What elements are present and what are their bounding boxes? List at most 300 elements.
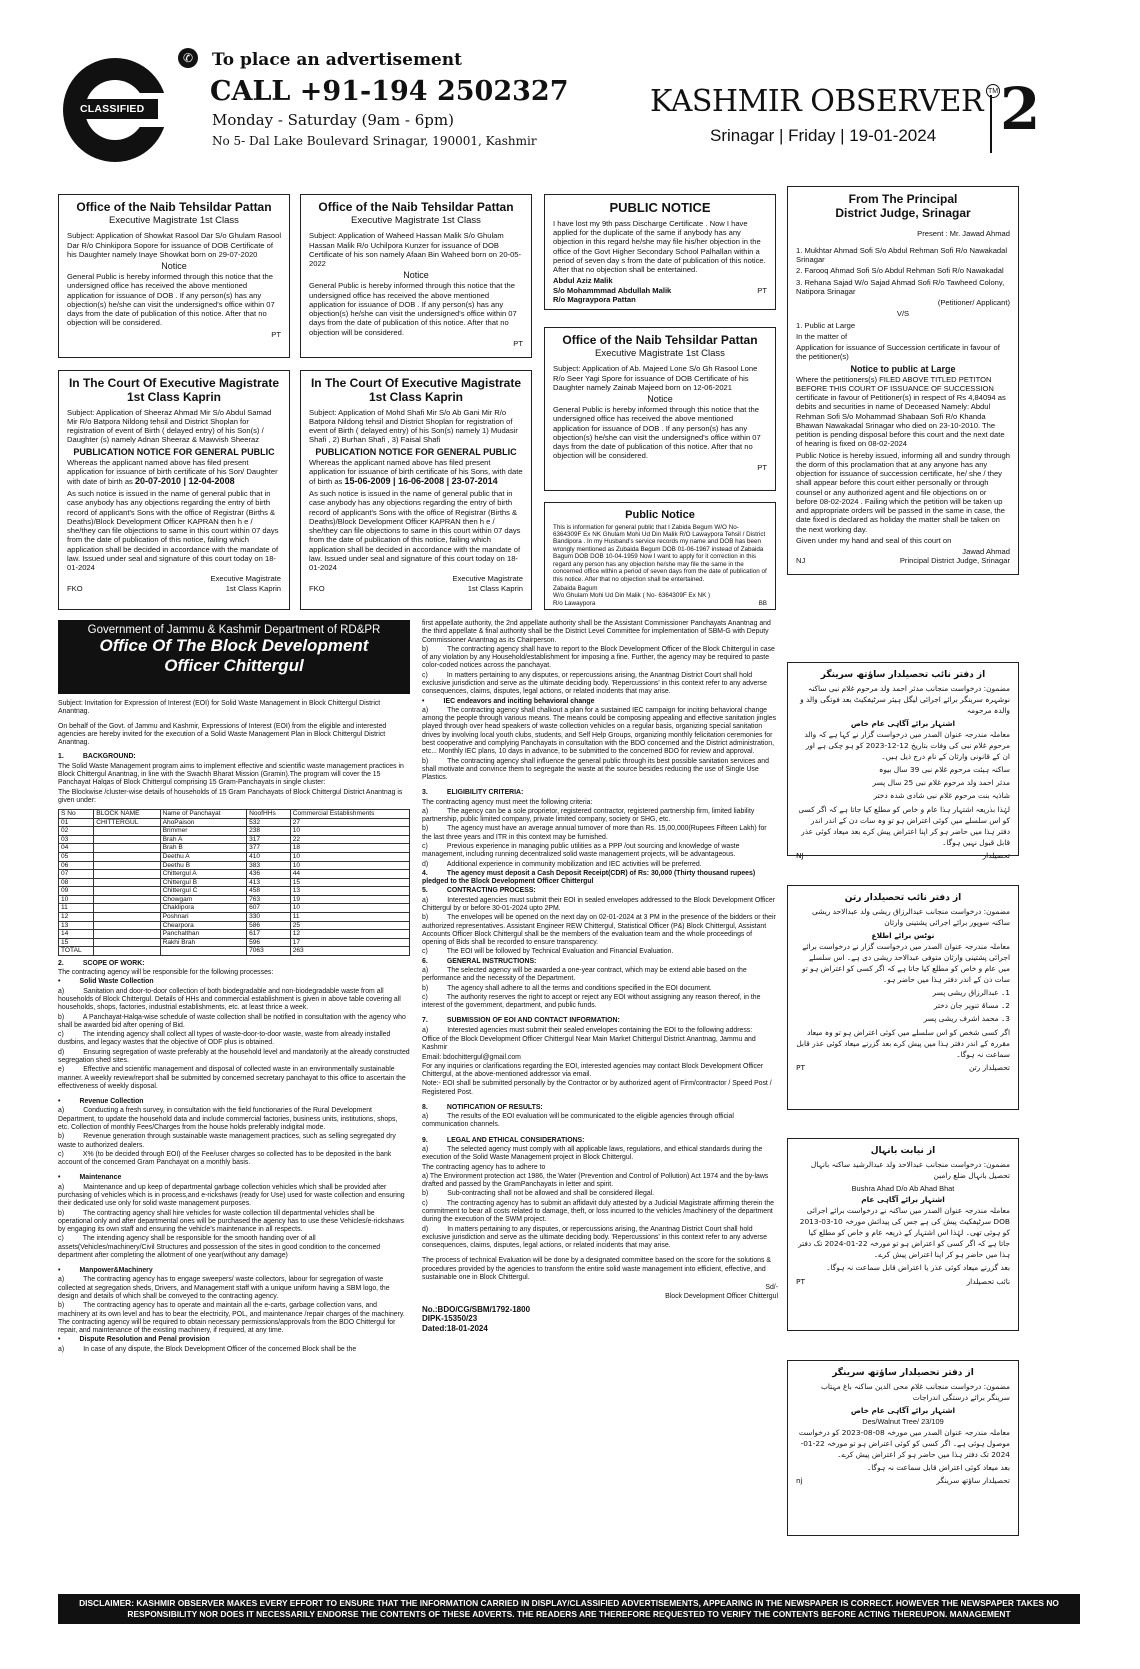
bdo-paragraph: c) The contracting agency has to submit an affidavit duly attested by a Judicial Magistrate affirming therein the commitment to bear all costs related to damage, theft, or loss incurred to the vehicles /machinery of the department during the execution of the SWM project. [422,1199,776,1224]
urdu-title: از دفتر نائب تحصیلدار رتن [844,893,962,903]
table-cell: Deethu A [160,852,247,861]
table-cell: 11 [59,904,94,913]
table-cell: Chaklipora [160,904,247,913]
table-cell: 15 [59,938,94,947]
notice-sign: PT [757,462,767,472]
bdo-paragraph: 4. The agency must deposit a Cash Deposit Receipt(CDR) of Rs: 30,000 (Thirty thousand rupees) pledged to the Block Development Officer Chittergul [422,869,758,886]
table-cell: 238 [247,827,291,836]
table-row [59,870,410,879]
table-cell: 02 [59,827,94,836]
bdo-paragraph: a) The selected agency must comply with all applicable laws, regulations, and ethical standards during the execution of the Solid Waste Management project in Block Chittergul. [422,1146,765,1162]
notice-dob: 20-07-2010 | 12-04-2008 [134,476,235,487]
table-cell: 19 [290,895,409,904]
notice-subject: Subject: Application of Waheed Hassan Malik S/o Ghulam Hassan Malik R/o Uchilpora Kunzer for issuance of DOB Certificate of his son namely Afaan Bin Waheed born on 20-05-2022 [309,231,522,269]
urdu-sign-right: تحصیلدار ساؤتھ سرینگر [936,1476,1010,1486]
notice-body: General Public is hereby informed through this notice that the undersigned office has received the above mentioned application for issuance of DOB . If any person(s) has any objection(s) he/she can visit the undersigned's office within 07 days from the date of publication of this notice. After that no objection will be considered. [67,272,275,328]
notice-subject: Subject: Application of Mohd Shafi Mir S/o Ab Gani Mir R/o Batpora Nildong tehsil and District Shoplan for registration of event of Birth ( delayed entry) of his Son(s) namely 1) Mudasir Shafi , 2) Burhan Shafi , 3) Faisal Shafi [309,407,518,445]
table-header-row [59,810,410,819]
urdu-title: از نیابت بانہال [870,1146,936,1156]
table-cell: 763 [247,895,291,904]
table-cell: 10 [59,895,94,904]
bdo-paragraph: a) The contracting agency has to engage sweepers/ waste collectors, labour for segregation of waste collected at segregation sheds, Drivers, and Management staff with a unique uniform having a SBM logo, the design and details of which shall be conveyed to the contracting agency. [58,1276,392,1301]
urdu-title: از دفتر تحصیلدار ساؤتھ سرینگر [832,1368,974,1378]
table-header-cell: BLOCK NAME [94,810,160,819]
bdo-paragraph: Email: bdochittergul@gmail.com [422,1053,521,1061]
urdu-end: بعد میعاد کوئی اعتراض قابل سماعت نہ ہوگا۔ [866,1463,1010,1473]
trademark: TM [986,84,1000,98]
table-cell: 12 [290,930,409,939]
table-cell: 458 [247,887,291,896]
table-header-cell: S No [59,810,94,819]
notice-body: I have lost my 9th pass Discharge Certificate . Now I have applied for the duplicate of the same if anybody has any objection in this regard he/she may file his/her objection in the office of the Govt Higher Secondary School Palhallan within a period of seven day s from the date of publication of this notice. After that no objection shall be entertained. [553,218,766,275]
bdo-paragraph: Office of the Block Development Officer Chittergul Near Main Market Chittergul District Anantnag, Jammu and Kashmir [422,1035,758,1052]
bdo-paragraph: a) The results of the EOI evaluation will be communicated to the eligible agencies through official communication channels. [422,1113,736,1129]
petitioner-role: (Petitioner/ Applicant) [937,298,1010,308]
bdo-paragraph: • Maintenance [58,1174,122,1182]
urdu-sign-right: تحصیلدار رتن [968,1062,1010,1072]
table-cell: 15 [290,878,409,887]
notice-title-2: District Judge, Srinagar [835,205,971,220]
urdu-sub: اشتہار برائے آگاہی عام خاص [850,1405,956,1415]
notice-sign-2: 1st Class Kaprin [225,583,281,593]
table-cell: 330 [247,913,291,922]
public-notice-discharge [544,194,776,310]
table-cell: 03 [59,835,94,844]
table-cell: 383 [247,861,291,870]
disclaimer-text: DISCLAIMER: KASHMIR OBSERVER MAKES EVERY EFFORT TO ENSURE THAT THE INFORMATION CARRIED IN DISPLAY/CLASSIFIED ADVERTISEMENTS, APPEARING IN THE NEWSPAPER IS CORRECT. HOWEVER THE NEWSPAPER TAKES NO RESPONSIBILITY NOR DOES IT NECESSARILY ENDORSE THE CONTENTS OF THESE ADVERTS. THE READERS ARE THEREFORE REQUESTED TO VERIFY THE CONTENTS BEFORE ACTING THEREUPON. MANAGEMENT [79,1598,1059,1620]
table-cell: 413 [247,878,291,887]
versus: V/S [896,309,910,319]
table-cell: 17 [290,938,409,947]
table-row [59,852,410,861]
table-cell [94,878,160,887]
table-header-cell: Name of Panchayat [160,810,247,819]
table-cell: 44 [290,870,409,879]
urdu-notice-south-srinagar [787,662,1019,861]
sign-right: Principal District Judge, Srinagar [899,556,1010,566]
urdu-ref: Des/Walnut Tree/ 23/109 [862,1416,944,1426]
bdo-paragraph: b) The agency shall adhere to all the terms and conditions specified in the EOI document. [422,984,712,992]
bdo-paragraph: 9. LEGAL AND ETHICAL CONSIDERATIONS: [422,1136,585,1144]
bdo-paragraph: c) The intending agency shall collect all types of waste-door-to-door waste, waste from already installed dustbins, and legacy wastes that the objective of ODF plus is obtained. [58,1031,393,1047]
table-header-cell: NoofHHs [247,810,291,819]
bdo-paragraph: • Dispute Resolution and Penal provision [58,1336,210,1344]
notice-title: Office of the Naib Tehsildar Pattan [76,200,272,214]
urdu-text: معاملہ مندرجہ عنوان الصدر میں مورخہ 08-08-2023 کو درخواست موصول ہوئی ہے۔ اگر کسی کو کوئی اعتراض ہو تو مورخہ 22-01-2024 تک دفتر ہذا میں حاضر ہو کر اعتراض پیش کرے۔ [798,1427,1010,1460]
bdo-paragraph: • Revenue Collection [58,1098,144,1106]
bdo-paragraph: a) In case of any dispute, the Block Development Officer of the concerned Block shall be the [58,1345,357,1353]
panchayat-table [58,809,410,956]
bdo-paragraph [422,1251,778,1256]
petitioner-3: 3. Rehana Sajad W/o Sajad Ahmad Sofi R/o Tawheed Colony, Natipora Srinagar [796,277,1005,296]
urdu-row-2: 2۔ مساۃ تنویر جان دختر [933,1001,1010,1011]
urdu-title: از دفتر نائب تحصیلدار ساؤتھ سرینگر [820,670,986,680]
bdo-background: The Solid Waste Management program aims to implement effective and scientific waste management practices in Block Chittergul Anantnag, in line with the Swachh Bharat Mission (Gramin).The program will cover the 15 Panchayat Halqas of Block Chittergul comprising 15 Gram-Panchayats in single cluster: [58,762,404,787]
table-cell [94,887,160,896]
notice-body: As such notice is issued in the name of general public that in case anybody has any objections regarding the entry of birth record of applicant's Sons with the office of Registrar (Births & Deaths)/Block Development Officer KAPRAN then h e / she/they can file objections to same in this court within 07 days from the date of publication of this notice, failing which application shall be decided in accordance with the mandate of law. Issued under seal and signature of this court today on 18-01-2024 [309,489,521,573]
signer-name: Jawad Ahmad [962,547,1010,557]
notice-title: From The Principal [848,192,958,206]
notice-intro: Whereas the applicant named above has filed present application for issuance of birth certificate of his Son/ Daughter with date of birth as [67,457,278,487]
table-cell: 596 [247,938,291,947]
table-row [59,913,410,922]
urdu-sub: نوٹس برائے اطلاع [871,930,935,940]
urdu-subject: مضمون: درخواست منجانب غلام محی الدین ساکنہ باغ مہتاب سرینگر برائے درستگی اندراجات [820,1381,1010,1402]
bdo-paragraph: a) Conducting a fresh survey, in consultation with the field functionaries of the Rural Development Department, to update the household data and include commercial factories, business units, institutions, shops, etc. Collection of monthly Fees/Charges from the house holds preferably indigital mode. [58,1107,400,1131]
bdo-paragraph: a) Maintenance and up keep of departmental garbage collection vehicles which shall be provided after purchasing of vehicles which is in process,and e-rickshaws (ready for Use) used for waste collection and ensuring their dedicated use only for solid waste management purposes. [58,1183,407,1208]
notice-title: PUBLIC NOTICE [609,200,711,215]
notice-sign: PT [513,338,523,348]
notice-naib-tehsildar-2 [300,194,532,358]
table-cell: 7063 [247,947,291,956]
bdo-paragraph: e) Effective and scientific management and disposal of collected waste in an environmentally sustainable manner. A weekly review/report shall be submitted by concerned secretary panchayat to this office to ascertain the effectiveness of weekly disposal. [58,1066,408,1090]
bdo-paragraph [422,1098,778,1103]
bdo-signer: Block Development Officer Chittergul [665,1292,778,1300]
table-cell: 08 [59,878,94,887]
bdo-paragraph: c) X% (to be decided through EOI) of the Fee/user charges so collected has to be deposited in the bank account of the concerned Gram Panchayat on a monthly basis. [58,1150,394,1167]
petitioner-1: 1. Mukhtar Ahmad Sofi S/o Abdul Rehman Sofi R/o Nawakadal Srinagar [796,245,1008,265]
bdo-paragraph: c) The intending agency shall be responsible for the smooth handing over of all assets(Vehicles/machinery/Civil Structures and possession of the sites in good condition to the concerned department after completing the allotment of one year(without any damage) [58,1235,383,1259]
bdo-background-heading: 1. BACKGROUND: [58,753,136,761]
bdo-paragraph: 5. CONTRACTING PROCESS: [422,887,536,895]
table-header-cell: Commercial Establishments [290,810,409,819]
notice-title: In The Court Of Executive Magistrate 1st Class Kaprin [68,376,280,404]
urdu-notice-ratan [787,885,1019,1110]
table-cell [94,844,160,853]
table-row [59,921,410,930]
urdu-sign-right: نائب تحصیلدار [966,1276,1010,1286]
notice-body: General Public is hereby informed through this notice that the undersigned office has received the above mentioned application for issuance of DOB . If any person(s) has any objection(s) he/she can visit the undersigned's office within 07 days from the date of publication of this notice. After that no objection will be considered. [553,405,761,461]
table-cell: 13 [59,921,94,930]
urdu-sign-left: PT [796,1062,805,1072]
notice-subject: Subject: Application of Showkat Rasool Dar S/o Ghulam Rasool Dar R/o Chinkipora Sopore for issuance of DOB Certificate of his Daughter namely Inaye Showkat born on 29-07-2020 [67,231,282,259]
table-cell: 12 [59,913,94,922]
notice-body: As such notice is issued in the name of general public that in case anybody has any objections regarding the entry of birth record of applicant's Sons with the office of Registrar (Births & Deaths)/Block Development Officer KAPRAN then h e / she/they can file objections to same in this court within 07 days from the date of publication of this notice, failing which application shall be decided in accordance with the mandate of law. Issued under seal and signature of this court today on 18-01-2024 [67,489,279,573]
table-cell [94,835,160,844]
bdo-paragraph: 8. NOTIFICATION OF RESULTS: [422,1103,543,1111]
notice-residence: R/o Lawaypora [553,599,596,607]
notice-sign: BB [758,599,767,607]
table-cell: 18 [290,844,409,853]
table-cell [94,913,160,922]
table-cell: 05 [59,852,94,861]
table-cell: 27 [290,818,409,827]
notice-subtitle: Executive Magistrate 1st Class [109,214,239,226]
bdo-paragraph: b) The contracting agency shall hire vehicles for waste collection till departmental vehicles shall be operational only and after departmental ones will be purchased the agency has to use these Vehicles/e-rickshaws by engaging its own staff and ensuring the vehicle's maintenance in all respects. [58,1209,406,1234]
bdo-ref-2: DIPK-15350/23 [422,1314,478,1324]
notice-subject: Subject: Application of Ab. Majeed Lone S/o Gh Rasool Lone R/o Seer Yagi Spore for issuance of DOB Certificate of his Daughter namely Zainab Majeed born on 12-06-2021 [553,364,758,392]
notice-naib-tehsildar-3 [544,327,776,491]
table-cell: 617 [247,930,291,939]
table-row [59,895,410,904]
urdu-end: اگر کسی شخص کو اس سلسلے میں کوئی اعتراض ہو تو وہ میعاد مقررہ کے اندر دفتر ہذا میں پیش کرے بعد گزرنے میعاد کوئی عذر قابل سماعت نہ ہوگا۔ [796,1027,1010,1059]
urdu-sub: اشتہار برائے آگاہی عام خاص [850,718,956,728]
notice-title: In The Court Of Executive Magistrate 1st Class Kaprin [310,376,522,404]
notice-sign-2: 1st Class Kaprin [467,583,523,593]
notice-district-judge [787,186,1019,575]
page-divider [990,95,992,153]
notice-body: Where the petitioners(s) FILED ABOVE TITLED PETITON BEFORE THIS COURT OF ISSUANCE OF SUCCESSION certificate in favour of Petitioner(s) in respect of Rs 4,84094 as debits and securities in name of Deceased Namely: Abdul Rehman Sofi S/o Mohammad Shabaan Sofi R/o Khanda Bhawan Nawakadal Srinagar who died on 23-10-2010. The petition is pending disposal before this court and the next date of hearing is fixed on 08-02-2024 [796,374,1006,449]
application: Application for issuance of Succession certificate in favour of the petitioner(s) [796,343,1000,362]
table-cell [94,930,160,939]
urdu-end: لہٰذا بذریعہ اشتہار ہذا عام و خاص کو مطلع کیا جاتا ہے کہ اگر کسی کو اس سلسلے میں کوئی اعتراض ہو تو وہ سات دن کے اندر اندر دفتر ہذا میں حاضر ہو کر اپنا اعتراض پیش کرے بعد میعاد کوئی عذر قابل قبول نہیں ہوگا۔ [798,804,1010,847]
bdo-paragraph [58,1168,410,1173]
urdu-notice-walnut [787,1360,1019,1536]
phone-number: CALL +91-194 2502327 [210,76,569,107]
bdo-paragraph: a) The Environment protection act 1986, the Water (Prevention and Control of Pollution) Act 1974 and the by-laws drafted and passed by the GramPanchayats in letter and spirit. [422,1172,771,1189]
notice-title: Office of the Naib Tehsildar Pattan [318,200,514,214]
table-cell: 317 [247,835,291,844]
table-cell: 25 [290,921,409,930]
bdo-paragraph: The contracting agency has to adhere to [422,1163,546,1171]
bdo-paragraph [422,1131,778,1136]
urdu-text: معاملہ مندرجہ عنوان الصدر میں درخواست گزار نے درخواست برائے اجرائی پشتینی وارثان متوفی عبدالاحد ریشی دی ہے۔ اس سلسلے میں عام و خاص کو مطلع کیا جاتا ہے کہ اگر کسی کو اعتراض ہو تو سات دن کے اندر دفتر ہذا میں حاضر ہو۔ [801,941,1010,985]
cta-text: To place an advertisement [212,50,462,70]
table-cell: 10 [290,827,409,836]
notice-father: S/o Mohammmad Abdullah Malik [553,285,672,295]
urdu-text: معاملہ مندرجہ عنوان الصدر میں ساکنہ نے درخواست برائے اجرائی DOB سرٹیفکیٹ پیش کی ہے جس کی پیدائش مورخہ 10-03-2013 کو ہوئی تھی۔ لہٰذا اس اشتہار کے ذریعہ عام و خاص کو مطلع کیا جاتا ہے کہ اگر کسی کو اعتراض ہو تو مورخہ 22-01-2024 تک دفتر ہذا میں حاضر ہو کر اپنا اعتراض پیش کرے۔ [798,1205,1010,1260]
table-cell: Poshnari [160,913,247,922]
table-cell: Chittergul B [160,878,247,887]
bdo-paragraph [422,1011,778,1016]
table-row [59,878,410,887]
table-cell: AhoPaison [160,818,247,827]
bdo-paragraph: Note:- EOI shall be submitted personally by the Contractor or by authorized agent of Firm/contractor / Speed Post / Registered Post. [422,1080,774,1096]
urdu-row-2: مدثر احمد ولد مرحوم غلام نبی 25 سال پسر [872,778,1010,788]
bdo-paragraph [422,783,778,788]
bdo-ref-1: No.:BDO/CG/SBM/1792-1800 [422,1304,531,1314]
table-cell: 04 [59,844,94,853]
bdo-paragraph [58,1092,410,1097]
notice-court-kaprin-2 [300,370,532,610]
table-cell: 10 [290,904,409,913]
table-cell: Panchalthan [160,930,247,939]
bdo-paragraph: b) The contracting agency shall influence the general public through its best possible sanitation services and shall motivate and convince them to segregate the waste at the source besides reducing the use of Single Use Plastics. [422,757,771,782]
bdo-paragraph: • Manpower&Machinery [58,1267,153,1275]
notice-left: FKO [67,583,83,593]
notice-heading: PUBLICATION NOTICE FOR GENERAL PUBLIC [73,446,275,457]
table-cell: CHITTERGUL [94,818,160,827]
urdu-row-3: شاذیہ بنت مرحوم غلام نبی شادی شدہ دختر [873,791,1010,801]
bdo-eoi-advertisement [58,620,778,1570]
bdo-paragraph: a) Sanitation and door-to-door collection of both biodegradable and non-biodegradable waste from all households of Block Chittergul. Details of HHs and commercial establishment is given in above table covering all households, shops, factories, industrial establishments, etc. at least thrice a week. [58,987,403,1012]
paper-name: KASHMIR OBSERVER [650,84,984,119]
notice-sign: PT [757,285,767,295]
table-cell [94,827,160,836]
bdo-column-1-body [58,960,410,1354]
urdu-sign-left: PT [796,1276,805,1286]
logo-text: CLASSIFIED [80,103,145,115]
bdo-header-band [58,620,410,694]
table-cell [160,947,247,956]
table-cell: 22 [290,835,409,844]
bdo-paragraph: a) Interested agencies must submit their sealed envelopes containing the EOI to the following address: [422,1026,753,1034]
table-cell [94,921,160,930]
bdo-ref-3: Dated:18-01-2024 [422,1324,488,1333]
notice-residence: R/o Magraypora Pattan [553,294,636,304]
table-cell: 410 [247,852,291,861]
in-the-matter: In the matter of [796,331,848,341]
table-cell: 532 [247,818,291,827]
bdo-title-1: Office Of The Block Development [99,636,369,655]
bdo-paragraph: 6. GENERAL INSTRUCTIONS: [422,957,537,965]
bdo-paragraph: a) The selected agency will be awarded a one-year contract, which may be extend able based on the performance and the necessity of the Department. [422,966,749,983]
notice-heading: PUBLICATION NOTICE FOR GENERAL PUBLIC [315,446,517,457]
table-cell: 10 [290,861,409,870]
notice-present: Present : Mr. Jawad Ahmad [917,228,1010,238]
table-row [59,827,410,836]
notice-sign-1: Executive Magistrate [210,574,281,584]
notice-heading: Notice [647,394,673,405]
bdo-paragraph: The contracting agency will be responsible for the following processes: [58,969,274,977]
bdo-background-2: The Blockwise /cluster-wise details of households of 15 Gram Panchayats of Block Chittergul District Anantnag is given under: [58,788,403,804]
bdo-paragraph: first appellate authority, the 2nd appellate authority shall be the Assistant Commissioner Panchayats Anantnag and the third appellate & final authority shall be the District Level Committee for implementation of SBM-G with Deputy Commissioner Anantnag as its Chairperson. [422,620,773,644]
bdo-paragraph: b) Sub-contracting shall not be allowed and shall be considered illegal. [422,1190,655,1198]
bdo-paragraph: b) A Panchayat-Halqa-wise schedule of waste collection shall be notified in consultation with the agency who shall be awarded bid after opening of Bid. [58,1013,408,1029]
table-cell: Chearpora [160,921,247,930]
notice-sign-1: Executive Magistrate [452,574,523,584]
urdu-sign-left: NJ [796,851,804,861]
bdo-paragraph: b) The contracting agency shall have to report to the Block Development Officer of the Block Chittergul in case of any violation by any Household/establishment for imposing a fine. Further, the agency may be required to paste color-coded notices across the panchayat. [422,645,777,670]
table-cell: 10 [290,852,409,861]
urdu-notice-banihal [787,1138,1019,1331]
notice-heading: Notice [403,270,429,281]
table-cell: 14 [59,930,94,939]
petitioner-2: 2. Farooq Ahmad Sofi S/o Abdul Rehman Sofi R/o Nawakadal [796,266,1004,276]
table-cell: Deethu B [160,861,247,870]
bdo-paragraph [58,1261,410,1266]
table-row [59,818,410,827]
urdu-sign-right: تحصیلدار [982,851,1010,861]
table-cell: 586 [247,921,291,930]
table-cell: 01 [59,818,94,827]
bdo-paragraph: b) The envelopes will be opened on the next day on 02-01-2024 at 3 PM in the presence of the bidders or their authorized representatives. Assistant Engineer REW Chittergul, Statistical Officer (P&) Block Chittergul, Assistant Accounts Officer Block Chittergul shall be the members of the evaluation team and the whole proceedings of opening of Bids shall be recorded to ensure transparency. [422,914,778,947]
urdu-subject: مضمون: درخواست منجانب مدثر احمد ولد مرحوم غلام نبی ساکنہ نوشہرہ سرینگر برائے اجرائی لیگل ہیئر سرٹیفکیٹ بعد فوتگی والد و والدہ مرحومہ [800,683,1010,715]
bdo-paragraph: b) Revenue generation through sustainable waste management practices, such as selling segregated dry waste to authorized dealers. [58,1133,398,1149]
urdu-sign-left: nj [796,1476,803,1486]
bdo-paragraph: c) The authority reserves the right to accept or reject any EOI without assigning any reason thereof, in the interest of the government, department, and public funds. [422,993,763,1010]
notice-heading: Notice [161,261,187,272]
notice-title: Public Notice [625,509,695,521]
bdo-column-1 [58,700,410,1570]
table-cell: 06 [59,861,94,870]
notice-subtitle: Executive Magistrate 1st Class [351,214,481,226]
urdu-name: Bushra Ahad D/o Ab Ahad Bhat [851,1183,955,1193]
table-row [59,835,410,844]
notice-heading: Notice to public at Large [850,363,956,374]
table-cell [94,895,160,904]
table-cell [94,870,160,879]
table-cell: 07 [59,870,94,879]
notice-intro: Whereas the applicant named above has filed present application for issuance of birth certificate of his Sons, with date of birth as [309,457,523,487]
urdu-sub: اشتہار برائے آگاہی عام [861,1194,945,1204]
table-cell: Rakhi Brah [160,938,247,947]
bdo-department: Government of Jammu & Kashmir Department of RD&PR [87,624,381,636]
table-cell: Brimmer [160,827,247,836]
classified-logo [60,55,170,165]
table-cell: 263 [290,947,409,956]
phone-icon: ✆ [178,48,198,68]
table-cell: 13 [290,887,409,896]
table-row [59,844,410,853]
bdo-paragraph: d) Ensuring segregation of waste preferably at the household level and mandatorily at the already constructed segregation shed sites. [58,1048,412,1065]
notice-name: Abdul Aziz Malik [553,276,613,286]
bdo-paragraph: The contracting agency must meet the following criteria: [422,798,593,806]
bdo-sd: Sd/- [765,1284,778,1292]
bdo-subject: Subject: Invitation for Expression of Interest (EOI) for Solid Waste Management in Block Chittergul District Anantnag. [58,700,381,716]
bdo-paragraph: a) Interested agencies must submit their EOI in sealed envelopes addressed to the Block Development Officer Chittergul by or before 30-01-2024 upto 2PM. [422,896,777,912]
notice-naib-tehsildar-1 [58,194,290,358]
respondent: 1. Public at Large [796,320,856,330]
table-cell [94,904,160,913]
table-cell: Brah A [160,835,247,844]
notice-title: Office of the Naib Tehsildar Pattan [562,333,758,347]
table-row [59,947,410,956]
sign-left: NJ [796,556,806,566]
dateline: Srinagar | Friday | 19-01-2024 [710,126,937,145]
bdo-intro: On behalf of the Govt. of Jammu and Kashmir, Expressions of Interest (EOI) from the eligible and interested agencies are hereby invited for the execution of a Solid Waste Management Plan in Block Chittergul District Anantnag. [58,722,387,747]
table-cell: Chowgam [160,895,247,904]
public-notice-correction [544,502,776,610]
bdo-paragraph: 2. SCOPE OF WORK: [58,959,145,967]
notice-dob: 15-06-2009 | 16-06-2008 | 23-07-2014 [344,476,498,487]
notice-body-2: Public Notice is hereby issued, informing all and sundry through the dorm of this proclamation that at any anyone has any objection for issuance of succession certificate, he/ she / they shall appear before this court either personally or through counsel or any authorized agent and file objections on or before 08-02-2024 . Failing which the petition will be taken up and appropriate orders will be passed in the same in case, the date fixed is declared as holiday the matter shall be taken on the next working day. [796,450,1011,534]
notice-body: General Public is hereby informed through this notice that the undersigned office has received the above mentioned application for issuance of DOB . If any person(s) has any objection(s) he/she can visit the undersigned's office within 07 days from the date of publication of this notice. After that no objection will be considered. [309,281,517,337]
table-cell: TOTAL [59,947,94,956]
table-row [59,861,410,870]
bdo-paragraph: d) In matters pertaining to any disputes, or repercussions arising, the Anantnag District Court shall hold exclusive jurisdiction and serve as the ultimate deciding body. 'Repercussions' in this context refer to any adverse consequences, claims, disputes, legal actions, or related incidents that may arise. [422,1225,769,1250]
bdo-paragraph: d) Additional experience in community mobilization and IEC activities will be preferred. [422,860,702,868]
notice-name: Zabaida Bagum [553,585,598,593]
table-cell: 436 [247,870,291,879]
table-row [59,887,410,896]
bdo-paragraph: 7. SUBMISSION OF EOI AND CONTACT INFORMATION: [422,1017,620,1025]
bdo-paragraph: For any inquiries or clarifications regarding the EOI, interested agencies may contact Block Development Officer Chittergul, at the above-mentioned addressor via email. [422,1062,766,1079]
bdo-paragraph: b) The contracting agency has to operate and maintain all the e-carts, garbage collection vans, and machinery at its own level and has to bear the electricity, POL, and maintenance /repair charges of the machinery. The contracting agency will be required to obtain necessary permissions/approvals from the BDO Chittergul for repair, and maintenance of the existing machinery, if required, at any time. [58,1302,407,1335]
table-cell: 607 [247,904,291,913]
bdo-paragraph: b) The agency must have an average annual turnover of more than Rs. 15,00,000(Rupees Fifteen Lakh) for the last three years and ITR in this context may be furnished. [422,825,769,841]
notice-subject: Subject: Application of Sheeraz Ahmad Mir S/o Abdul Samad Mir R/o Batpora Nildong tehsil and District Shoplan for registration of event of Birth ( delayed entry) of his Son(s) / Daughter (s) namely Adnan Sheeraz & Mawvish Sheeraz [67,407,272,445]
bdo-paragraph: c) In matters pertaining to any disputes, or repercussions arising, the Anantnag District Court shall hold exclusive jurisdiction and serve as the ultimate deciding body. 'Repercussions' in this context refer to any adverse consequences, claims, disputes, legal actions, or related incidents that may arise. [422,671,769,696]
bdo-paragraph: • Solid Waste Collection [58,978,154,986]
table-row [59,930,410,939]
bdo-paragraph: The process of technical Evaluation will be done by a designated committee based on the score for the solutions & procedures provided by the agencies to transform the entire solid waste management into efficient, effective, and sustainable one in Block Chittergul. [422,1257,773,1281]
office-address: No 5- Dal Lake Boulevard Srinagar, 190001, Kashmir [212,134,537,148]
table-cell: Chittergul C [160,887,247,896]
bdo-paragraph: • IEC endeavors and inciting behavioral change [422,697,595,705]
urdu-end: بعد گزرنے میعاد کوئی عذر یا اعتراض قابل سماعت نہ ہوگا۔ [826,1263,1010,1273]
notice-wife-of: W/o Ghulam Mohi Ud Din Malik ( No- 6364309F Ex NK ) [553,592,711,600]
notice-subtitle: Executive Magistrate 1st Class [595,347,725,359]
bdo-paragraph: c) Previous experience in managing public utilities as a PPP /out sourcing and knowledge of waste management, including running decentralized solid waste management projects, will be advantageous. [422,843,742,859]
bdo-title-2: Officer Chittergul [164,655,304,675]
urdu-subject: مضمون: درخواست منجانب عبدالرزاق ریشی ولد عبدالاحد ریشی ساکنہ سوپور برائے اجرائی پشتینی وارثان [811,906,1010,927]
notice-left: FKO [309,583,325,593]
table-row [59,904,410,913]
table-cell: 11 [290,913,409,922]
notice-body: This is information for general public that I Zabida Begum W/O No- 6364309F Ex NK Ghulam Mohi Ud Din Malik R/O Lawaypora Tehsil / District Bandipora . In my Husband's service records my name and DOB has been wrongly mentioned as Zubaida Begum DOB 01-06-1967 instead of Zabaida Bagum DOB DOB 10-04-1959 Now I want to apply for it correction in this regard any person has any objection he/she may file the same in the concerned office within a period of seven days from the date of publication of this notice. After that no objection shall be entertained. [553,523,767,583]
bdo-column-2 [422,620,778,1570]
bdo-paragraph: a) The contracting agency shall chalkout a plan for a sustained IEC campaign for inciting behavioral change among the people through various means. The means could be composing appealing and effective sanitation jingles played through over head speakers of waste collection vehicles on a regular basis, organizing special sanitation drives by involving local youth clubs, students, and Self Help Groups, organizing monthly felicitation ceremonies for best cooperative and complying Panchayats in consultation with the BDO concerned and the District administration, etc... Monthly IEC plans, 10 days in advance, to be submitted to the concerned BDO for review and approval. [422,706,779,756]
urdu-text: معاملہ مندرجہ عنوان الصدر میں درخواست گزار نے کہا ہے کہ والد مرحوم غلام نبی کی وفات بتاریخ 12-12-2023 کو ہو چکی ہے اور ان کے قانونی وارثان کے نام درج ذیل ہیں۔ [804,729,1010,762]
table-cell [94,938,160,947]
bdo-paragraph: a) The agency can be a sole proprietor, registered contractor, registered partnership firm, limited liability partnership, public limited company, private limited company, society or SHG, etc. [422,807,757,824]
urdu-row-1: ساکنہ ہیئت مرحوم غلام نبی 39 سال بیوہ [879,765,1010,775]
bdo-column-2-body [422,620,778,1282]
table-cell [94,852,160,861]
table-cell [94,861,160,870]
table-row [59,938,410,947]
